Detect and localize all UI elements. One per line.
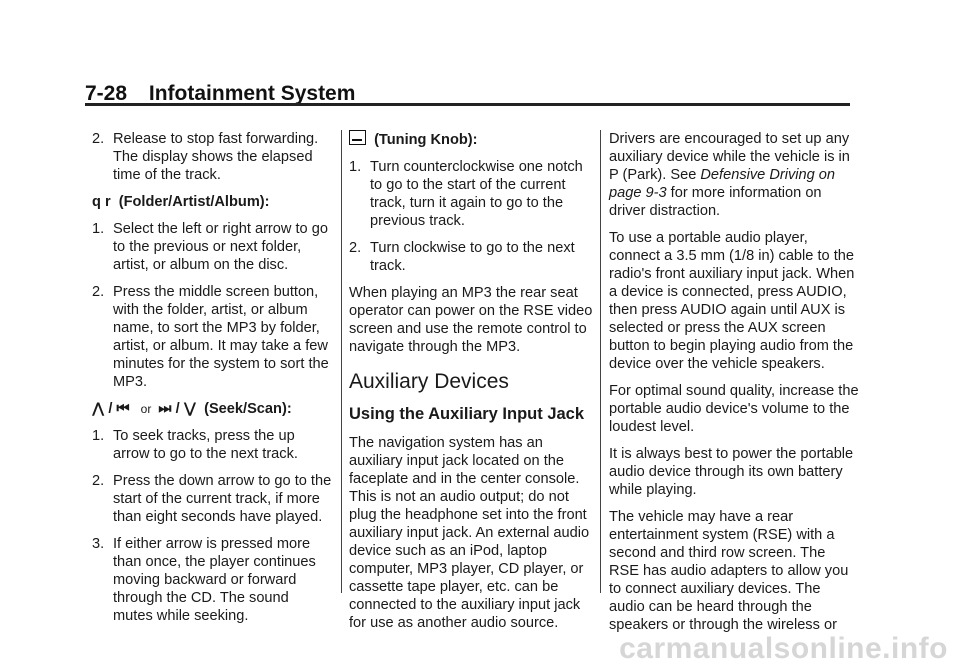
list-text: Select the left or right arrow to go to the previous or next folder, artist, or album on the disc. bbox=[113, 221, 328, 273]
up-prev-icon: ⋀ / ⏮ bbox=[92, 401, 130, 417]
column-2 bbox=[349, 130, 594, 641]
page-number: 7-28 bbox=[85, 82, 128, 105]
list-text: If either arrow is pressed more than once, the player continues moving backward or forward through the CD. The sound mutes while seeking. bbox=[113, 536, 316, 624]
list-item bbox=[92, 283, 332, 391]
list-item bbox=[92, 220, 332, 274]
list-item bbox=[349, 158, 594, 230]
seek-heading-label: (Seek/Scan): bbox=[204, 401, 292, 417]
tuning-heading bbox=[349, 130, 594, 149]
seek-heading bbox=[92, 400, 332, 418]
list-item bbox=[92, 535, 332, 625]
list-number: 1. bbox=[92, 428, 105, 444]
column-divider-2 bbox=[600, 130, 601, 593]
list-number: 1. bbox=[349, 159, 362, 175]
folder-heading-label: (Folder/Artist/Album): bbox=[118, 194, 270, 210]
drivers-text-start: Drivers are encouraged to set up any auxiliary device while the vehicle is in P (Park). See bbox=[609, 131, 850, 183]
column-3 bbox=[609, 130, 859, 643]
header-divider bbox=[85, 103, 850, 106]
list-text: Press the middle screen button, with the folder, artist, or album name, to sort the MP3 by folder, artist, or album. It may take a few minutes for the system to sort the MP3. bbox=[113, 284, 329, 390]
list-text: To seek tracks, press the up arrow to go to the next track. bbox=[113, 428, 298, 462]
list-number: 1. bbox=[92, 221, 105, 237]
drivers-text-end: for more information on driver distraction. bbox=[609, 185, 822, 219]
left-right-arrow-icon: q r bbox=[92, 194, 111, 210]
drivers-paragraph bbox=[609, 130, 859, 220]
folder-heading bbox=[92, 193, 332, 211]
list-number: 2. bbox=[92, 284, 105, 300]
rse-paragraph: The vehicle may have a rear entertainment system (RSE) with a second and third row screen. The RSE has audio adapters to allow you to connect auxiliary devices. The audio can be heard through the speakers or through the wireless or bbox=[609, 509, 849, 633]
list-number: 3. bbox=[92, 536, 105, 552]
tuning-heading-label: (Tuning Knob): bbox=[374, 132, 478, 148]
page-title: Infotainment System bbox=[148, 82, 356, 105]
defensive-driving-link[interactable]: Defensive Driving on page 9-3 bbox=[609, 167, 836, 201]
list-text: Release to stop fast forwarding. The display shows the elapsed time of the track. bbox=[113, 131, 319, 183]
list-number: 2. bbox=[92, 473, 105, 489]
list-text: Turn clockwise to go to the next track. bbox=[370, 240, 575, 274]
list-item bbox=[349, 239, 594, 275]
sound-quality-paragraph: For optimal sound quality, increase the portable audio device's volume to the loudest level. bbox=[609, 383, 859, 435]
portable-player-paragraph: To use a portable audio player, connect a 3.5 mm (1/8 in) cable to the radio's front auxiliary input jack. When a device is connected, press AUDIO, then press AUDIO again until AUX is selected or press the AUX screen button to begin playing audio from the device over the vehicle speakers. bbox=[609, 230, 855, 372]
next-down-icon: ⏭ / ⋁ bbox=[158, 401, 197, 417]
mp3-paragraph: When playing an MP3 the rear seat operator can power on the RSE video screen and use the remote control to navigate through the MP3. bbox=[349, 285, 593, 355]
seek-or: or bbox=[140, 402, 152, 416]
battery-paragraph: It is always best to power the portable audio device through its own battery while playing. bbox=[609, 446, 854, 498]
list-item bbox=[92, 130, 332, 184]
watermark: carmanualsonline.info bbox=[619, 632, 948, 665]
navigation-paragraph: The navigation system has an auxiliary input jack located on the faceplate and in the center console. This is not an audio output; do not plug the headphone set into the front auxiliary input jack. An external audio device such as an iPod, laptop computer, MP3 player, CD player, or cassette tape player, etc. can be connected to the auxiliary input jack for use as another audio source. bbox=[349, 435, 590, 631]
list-item bbox=[92, 427, 332, 463]
list-number: 2. bbox=[349, 240, 362, 256]
list-text: Press the down arrow to go to the start of the current track, if more than eight seconds have played. bbox=[113, 473, 332, 525]
column-1 bbox=[92, 130, 332, 634]
list-text: Turn counterclockwise one notch to go to the start of the current track, turn it again to go to the previous track. bbox=[370, 159, 583, 229]
tuning-knob-icon bbox=[349, 130, 366, 145]
section-title: Auxiliary Devices bbox=[349, 370, 509, 393]
subsection-title: Using the Auxiliary Input Jack bbox=[349, 405, 585, 423]
list-item bbox=[92, 472, 332, 526]
column-divider-1 bbox=[341, 130, 342, 593]
list-number: 2. bbox=[92, 131, 105, 147]
